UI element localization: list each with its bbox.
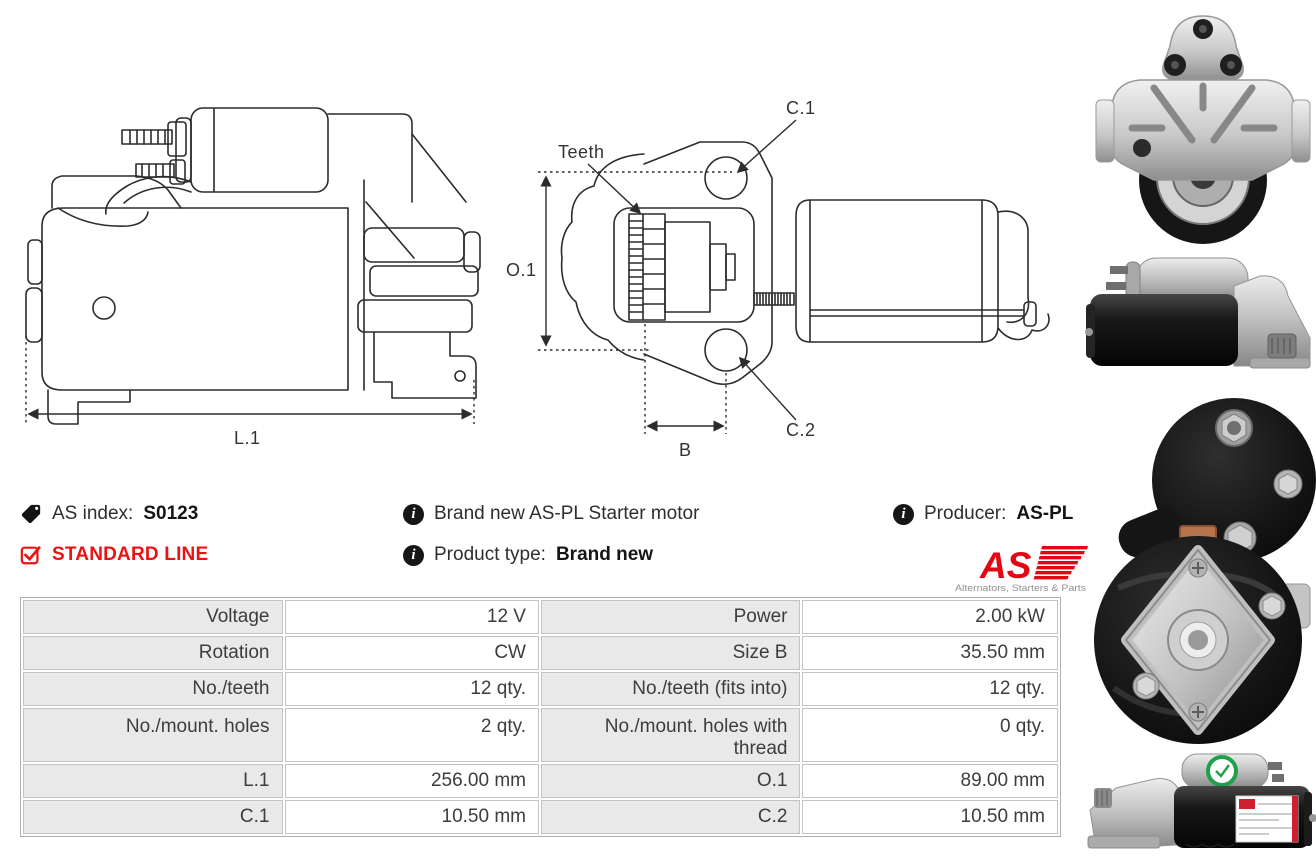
spec-value: 12 qty. — [802, 672, 1058, 706]
spec-value: CW — [285, 636, 539, 670]
logo-stripes — [1034, 546, 1088, 579]
spec-value: 89.00 mm — [802, 764, 1058, 798]
standard-line-label: STANDARD LINE — [52, 544, 209, 565]
logo-tagline: Alternators, Starters & Parts — [955, 583, 1087, 594]
spec-value: 10.50 mm — [285, 800, 539, 834]
spec-label: O.1 — [541, 764, 801, 798]
spec-label: No./teeth — [23, 672, 283, 706]
producer-label: Producer: — [924, 503, 1007, 524]
dimension-label-o1: O.1 — [506, 260, 537, 280]
table-row — [23, 636, 1058, 670]
producer-value: AS-PL — [1016, 503, 1074, 524]
spec-value: 256.00 mm — [285, 764, 539, 798]
product-photo-front — [1092, 8, 1314, 250]
info-icon: i — [893, 504, 914, 525]
dimension-label-b: B — [679, 440, 692, 460]
description-text: Brand new AS-PL Starter motor — [434, 503, 700, 524]
info-column-left — [20, 503, 350, 566]
producer-line — [893, 503, 1088, 525]
spec-label: Power — [541, 600, 801, 634]
dimension-label-c1: C.1 — [786, 98, 816, 118]
spec-label: Size B — [541, 636, 801, 670]
dimension-label-l1: L.1 — [234, 428, 261, 448]
spec-label: Voltage — [23, 600, 283, 634]
starter-side-label-illustration — [1086, 752, 1316, 858]
starter-front-illustration — [1092, 8, 1314, 250]
spec-label: No./teeth (fits into) — [541, 672, 801, 706]
table-row — [23, 708, 1058, 762]
info-icon: i — [403, 504, 424, 525]
spec-value: 12 qty. — [285, 672, 539, 706]
spec-value: 2.00 kW — [802, 600, 1058, 634]
info-column-middle — [403, 503, 803, 566]
info-icon: i — [403, 545, 424, 566]
spec-value: 35.50 mm — [802, 636, 1058, 670]
standard-line — [20, 544, 350, 566]
product-type-label: Product type: — [434, 544, 546, 565]
technical-drawing-front-view — [502, 92, 1062, 472]
spec-value: 10.50 mm — [802, 800, 1058, 834]
starter-side-illustration — [1084, 252, 1316, 388]
spec-label: L.1 — [23, 764, 283, 798]
dimension-label-teeth: Teeth — [558, 142, 605, 162]
as-index-line — [20, 503, 350, 525]
product-photo-side-label — [1086, 752, 1316, 858]
checkbox-checked-icon — [20, 544, 42, 566]
tag-icon — [20, 503, 42, 525]
table-row — [23, 600, 1058, 634]
product-photo-side — [1084, 252, 1316, 388]
product-photo-rear — [1084, 388, 1316, 748]
product-type-line — [403, 544, 803, 566]
spec-value: 2 qty. — [285, 708, 539, 762]
table-row — [23, 764, 1058, 798]
starter-rear-illustration — [1084, 388, 1316, 748]
spec-label: Rotation — [23, 636, 283, 670]
spec-value: 0 qty. — [802, 708, 1058, 762]
info-column-right — [893, 503, 1088, 594]
spec-label: No./mount. holes — [23, 708, 283, 762]
as-pl-logo — [954, 538, 1088, 594]
technical-drawing-side-view — [18, 80, 483, 452]
product-type-value: Brand new — [555, 544, 654, 565]
spec-table — [20, 597, 1061, 837]
spec-label: C.2 — [541, 800, 801, 834]
spec-value: 12 V — [285, 600, 539, 634]
spec-label: No./mount. holes with thread — [541, 708, 801, 762]
spec-label: C.1 — [23, 800, 283, 834]
logo-wordmark: AS — [980, 545, 1032, 586]
table-row — [23, 672, 1058, 706]
dimension-label-c2: C.2 — [786, 420, 816, 440]
as-index-value: S0123 — [143, 503, 199, 524]
description-line — [403, 503, 803, 525]
as-index-label: AS index: — [52, 503, 134, 524]
table-row — [23, 800, 1058, 834]
